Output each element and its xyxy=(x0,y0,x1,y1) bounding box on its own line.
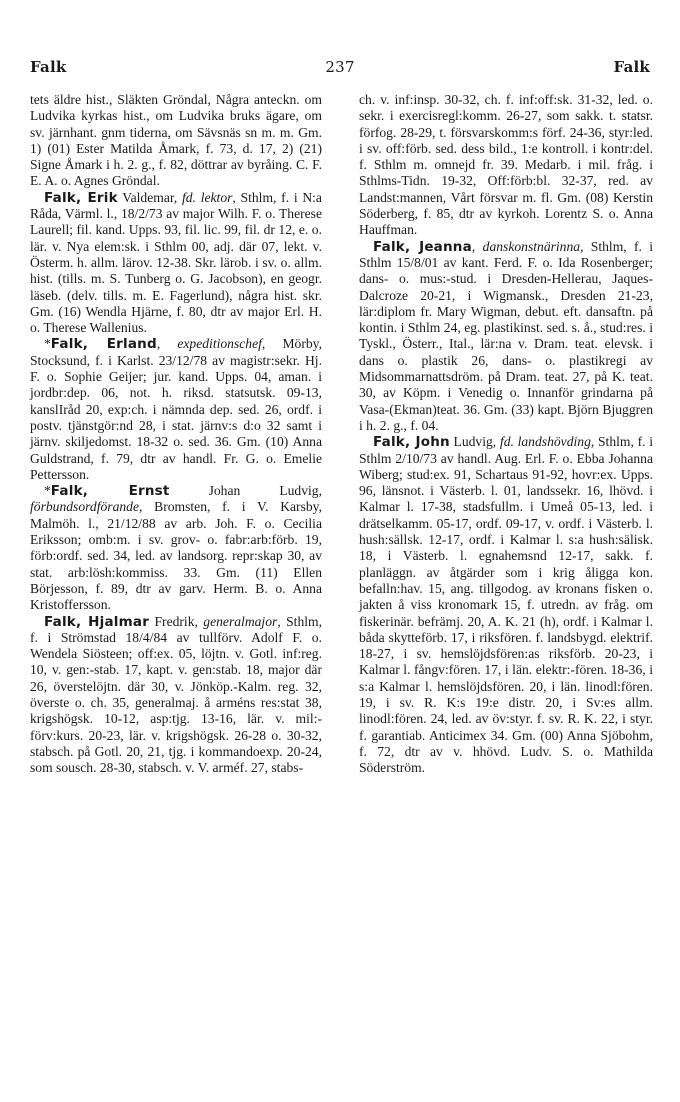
headword: Falk, Erik xyxy=(44,189,118,206)
headword: Falk, Erland xyxy=(50,336,157,353)
page-number: 237 xyxy=(325,58,355,76)
right-column xyxy=(359,92,653,776)
entry-erik-falk: Falk, Erik Valdemar, fd. lektor, Sthlm, f. i N:a Råda, Värml. l., 18/2/73 av major Wilh. F. o. Therese Laurell; fil. kand. Upps. 93, fil. lic. 99, fil. dr 12, e. o. lär. v. Nya elem:sk. i Sthlm 00, adj. där 07, lekt. v. Österm. h. allm. lärov. 12-38. Skr. lärob. i sv. o. allm. hist. (tills. m. S. Tunberg o. G. Jacobson), en geogr. läseb. (delv. tills. m. E. Fagerlund), några hist. skr. Gm. (16) Wendla Hjärne, f. 80, dtr av major Erl. H. o. Therese Wallenius. xyxy=(30,189,322,336)
entry-jeanna-falk: Falk, Jeanna, danskonstnärinna, Sthlm, f. i Sthlm 15/8/01 av kant. Ferd. F. o. Ida Rosenberger; dans- o. mus:-stud. i Dresden-Hellerau, Jaques-Dalcroze 20-21, i Wigmansk., Dresden 21-23, lär:diplom fr. Mary Wigman, debut. eft. dansaftn. på kontin. i Sthlm 24, eg. plastikinst. sed. s. å., stud:res. i Tyskl., Österr., Ital., lär:na v. Dram. teat. elevsk. i dans o. plastik 26, dans- o. plastikregi av Midsommarnattsdröm. på Dram. teat. 27, på K. teat. 30, av Köpm. i Venedig o. Innanför grindarna på Vasa-(Ekman)teat. 36. Gm. (33) kapt. Björn Bjuggren i h. 2. g., f. 04. xyxy=(359,238,654,433)
entry-continuation: tets äldre hist., Släkten Gröndal, Några anteckn. om Ludvika kyrkas hist., om Ludvika bruks ägare, om sv. järnhant. gnm tiderna, om Sävsnäs sn m. m. Gm. 1) (01) Ester Matilda Åmark, f. 73, d. 17, 2) (21) Signe Åmark i h. 2. g., f. 82, döttrar av byråing. C. F. E. A. o. Agnes Gröndal. xyxy=(30,92,322,189)
entry-continuation: ch. v. inf:insp. 30-32, ch. f. inf:off:sk. 31-32, led. o. sekr. i exercisregl:komm. 26-27, som sakk. t. statsr. förfog. 28-29, t. försvarskomm:s förf. 24-36, styr:led. i sv. off:förb. sed. dess bild., 1:e kontroll. i kontr:del. f. Sthlm m. omnejd fr. 39. Medarb. i mil. fråg. i Sthlms-Tidn. 19-32, Off:förb:bl. 32-37, red. av Landst:mannen, Vårt försvar m. fl. Gm. (08) Kerstin Söderberg, f. 85, dtr av kyrkoh. Lorentz S. o. Anna Hauffman. xyxy=(359,92,653,238)
headword: Falk, Hjalmar xyxy=(44,613,150,630)
entry-ernst-falk: *Falk, Ernst Johan Ludvig, förbundsordförande, Bromsten, f. i V. Karsby, Malmöh. l., 21/12/88 av arb. Joh. F. o. Cecilia Eriksson; omb:m. i sv. grov- o. fabr:arb:förb. 19, förb:ordf. sed. 34, led. av landsorg. repr:skap 30, av stat. arb:lösh:kommiss. 33. Gm. (11) Ellen Börjesson, f. 89, dtr av garv. Herm. B. o. Anna Kristoffersson. xyxy=(30,483,322,613)
occupation: danskonstnärinna xyxy=(482,238,581,254)
occupation: förbundsordförande xyxy=(30,499,140,515)
entry-john-falk: Falk, John Ludvig, fd. landshövding, Sthlm, f. i Sthlm 2/10/73 av handl. Aug. Erl. F. o. Ebba Johanna Wiberg; stud:ex. 91, Schartaus 91-92, hovr:ex. Upps. 96, länsnot. i Västerb. l. 01, landssekr. 16, lhövd. i Kalmar l. 17-38, stadsfullm. i Umeå 05-13, led. i drätselkamm. 05-17, ordf. 09-17, v. ordf. i Västerb. l. hush:sällsk. 12-17, ordf. i Kalmar l. s:a hush:sälisk. 18, i Västerb. l. egnahemsnd 12-17, sakk. f. planläggn. av åtgärder som i krig åligga kon. befalln:hav. 15, ang. tillgodog. av kronans fisken o. jakten å viss kronomark 15, f. utredn. av fråg. om fiskerinär. befrämj. 20, A. K. 21 (h), ordf. i Kalmar l. båda skytteförb. 17, i riksfören. f. landsbygd. elektrif. 18-27, i sv. hemslöjdsfören:as riksförb. 20-23, i Kalmar l. fångv:fören. 17, i län. elektr:-fören. 18-36, i s:a Kalmar l. hemslöjdsfören. 20, i län. linodl:fören. 19, i sv. R. K:s 19:e distr. 20, i Sv:es allm. linodl:fören. 24, led. av öv:styr. f. sv. R. K. 22, i styr. f. garantiab. Anticimex 34. Gm. (00) Anna Sjöbohm, f. 72, dtr av v. hhövd. Ludv. S. o. Mathilda Söderström. xyxy=(359,434,654,776)
left-column xyxy=(30,92,322,776)
running-head-right: Falk xyxy=(613,58,650,76)
entry-erland-falk: *Falk, Erland, expeditionschef, Mörby, Stocksund, f. i Karlst. 23/12/78 av magistr:sekr. Hj. F. o. Sophie Geijer; jur. kand. Upps. 04, aman. i jordbr:dep. 06, not. h. riksd. statsutsk. 09-13, kanslIråd 20, exp:ch. i nämnda dep. sed. 26, ordf. i postv. tjänstgör:nd 28, i stat. järnv:s d:o 32 samt i järnv. skiljedomst. 18-32 o. sed. 36. Gm. (10) Anna Guldstrand, f. 79, dtr av handl. Fr. G. o. Emelie Pettersson. xyxy=(30,336,322,482)
headword: Falk, Jeanna xyxy=(373,238,472,255)
headword: Falk, John xyxy=(373,434,450,451)
headword: Falk, Ernst xyxy=(50,483,170,500)
occupation: fd. lektor xyxy=(181,189,233,205)
occupation: generalmajor xyxy=(203,613,278,629)
entry-hjalmar-falk: Falk, Hjalmar Fredrik, generalmajor, Sthlm, f. i Strömstad 18/4/84 av tullförv. Adolf F. o. Wendela Siösteen; off:ex. 05, löjtn. v. Gotl. inf:reg. 10, v. gen:-stab. 17, kapt. v. gen:stab. 18, major där 26, överstelöjtn. där 30, v. Jönköp.-Kalm. reg. 32, överste o. ch. 35, generalmaj. å arméns res:stat 38, krigshögsk. 10-12, asp:tjg. 13-16, lär. v. mil:-förv:kurs. 20-23, lär. v. krigshögsk. 26-28 o. 30-32, stabsch. på Gotl. 20, 21, tjg. i kommandoexp. 20-24, som sousch. 28-30, stabsch. v. V. arméf. 27, stabs- xyxy=(30,613,322,776)
occupation: fd. landshövding xyxy=(499,434,591,450)
occupation: expeditionschef xyxy=(177,336,262,352)
running-head-left: Falk xyxy=(30,58,67,76)
